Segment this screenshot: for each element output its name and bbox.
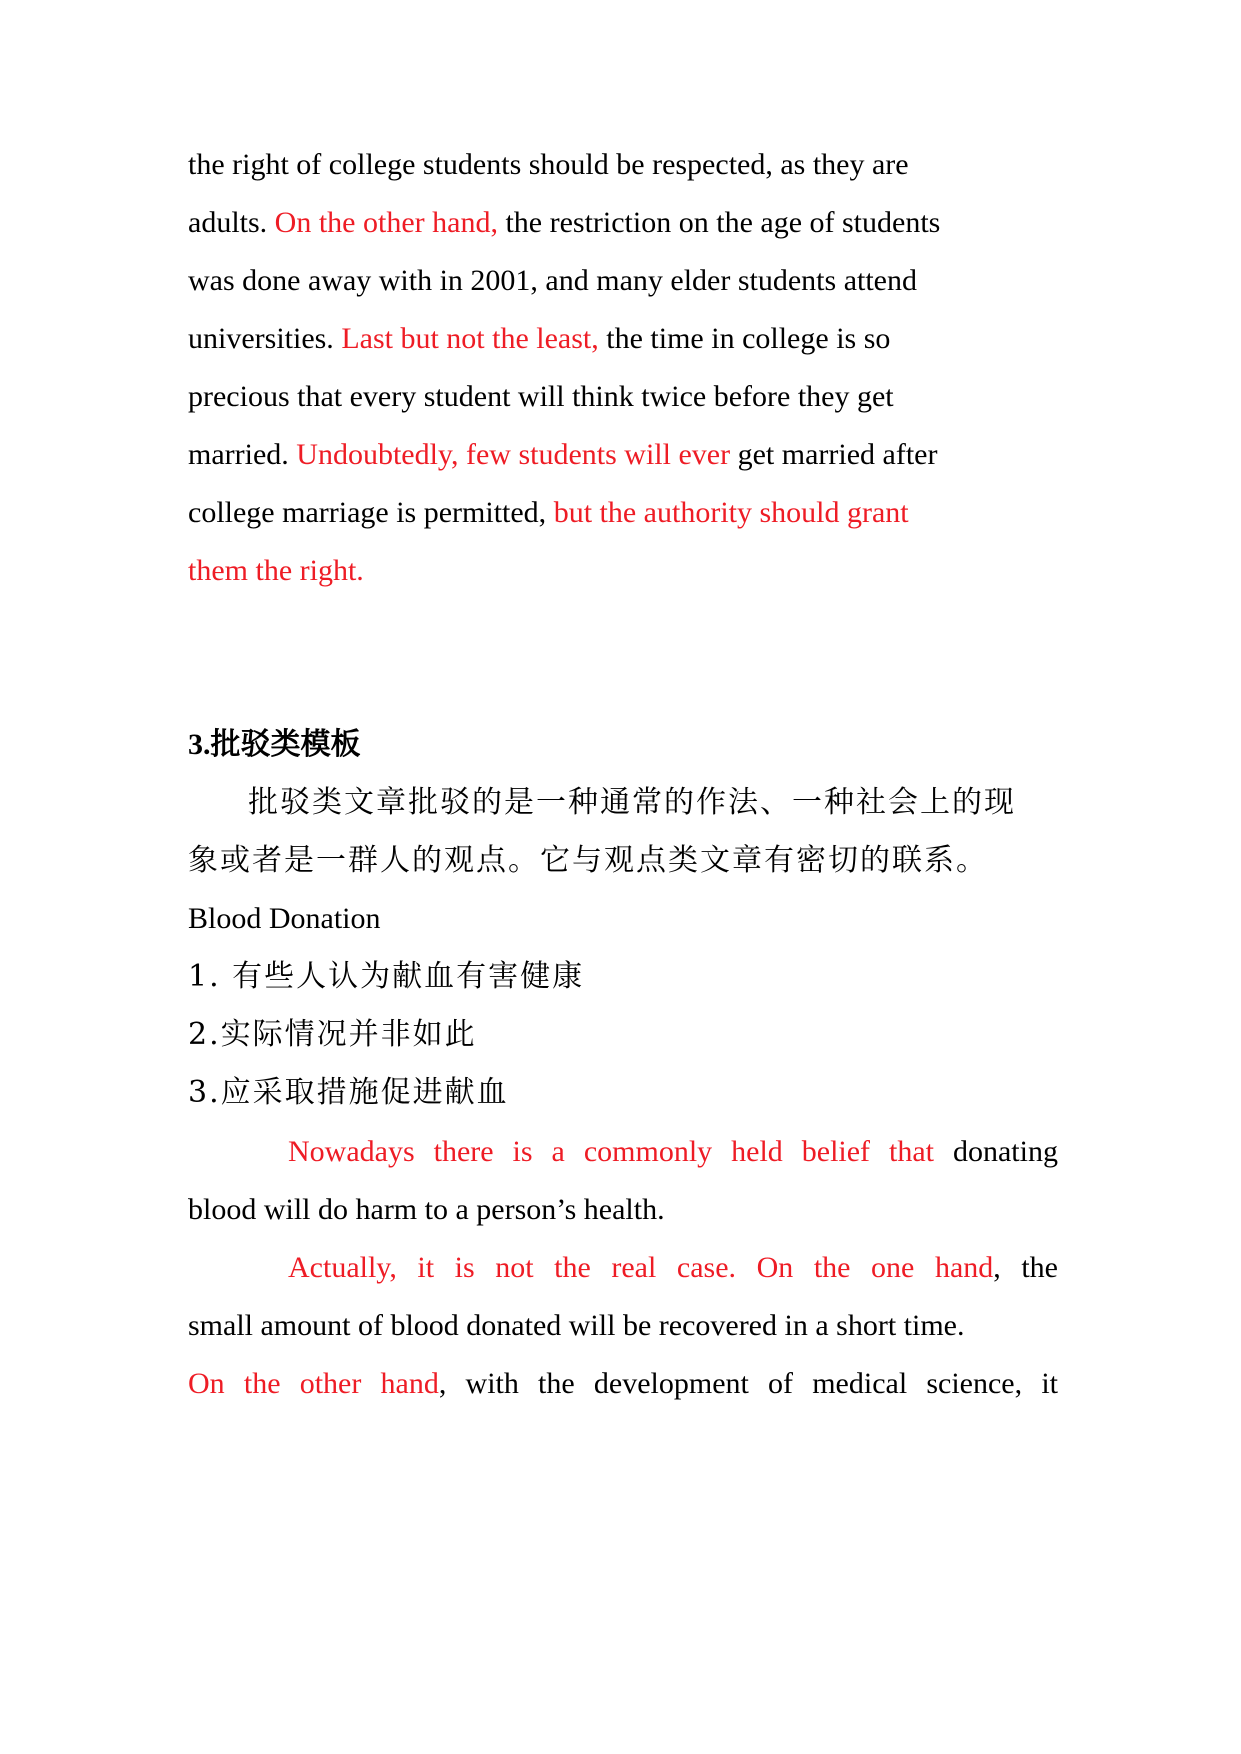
highlighted-phrase: Undoubtedly, few students will ever — [296, 438, 731, 471]
body-text: get married after — [730, 438, 938, 471]
body-text: was done away with in 2001, and many elder students attend — [188, 264, 917, 297]
paragraph-line — [188, 1306, 964, 1346]
paragraph-line — [188, 145, 909, 185]
body-text: , the — [993, 1251, 1058, 1284]
body-text: adults. — [188, 206, 275, 239]
body-text: universities. — [188, 322, 342, 355]
highlighted-phrase: On the other hand, — [274, 206, 498, 239]
paragraph-line — [188, 551, 364, 591]
body-text: married. — [188, 438, 297, 471]
outline-item: 3.应采取措施促进献血 — [188, 1075, 509, 1110]
intro-text: 批驳类文章批驳的是一种通常的作法、一种社会上的现 — [248, 785, 1016, 820]
highlighted-phrase: them the right. — [188, 554, 364, 587]
paragraph-line — [188, 493, 909, 533]
section-heading: 3.批驳类模板 — [188, 728, 361, 761]
highlighted-phrase: but the authority should grant — [553, 496, 909, 529]
outline-item: 2.实际情况并非如此 — [188, 1017, 477, 1052]
paragraph-line — [188, 319, 890, 359]
paragraph-line — [188, 203, 940, 243]
essay-title: Blood Donation — [188, 902, 381, 935]
body-text: blood will do harm to a person’s health. — [188, 1193, 665, 1226]
body-text: small amount of blood donated will be recovered in a short time. — [188, 1309, 965, 1342]
body-text: donating — [934, 1135, 1058, 1168]
paragraph-line — [188, 1248, 1058, 1288]
paragraph-line — [188, 1190, 665, 1230]
highlighted-phrase: Last but not the least, — [341, 322, 599, 355]
highlighted-phrase: Actually, it is not the real case. On the one hand — [288, 1251, 994, 1284]
body-text: the time in college is so — [598, 322, 891, 355]
paragraph-line — [188, 1364, 1058, 1404]
paragraph-line — [188, 1132, 1058, 1172]
body-text: the right of college students should be respected, as they are — [188, 148, 909, 181]
paragraph-line — [188, 377, 894, 417]
body-text: the restriction on the age of students — [497, 206, 941, 239]
outline-item: 1. 有些人认为献血有害健康 — [188, 959, 585, 994]
highlighted-phrase: Nowadays there is a commonly held belief that — [288, 1135, 935, 1168]
body-text: college marriage is permitted, — [188, 496, 554, 529]
highlighted-phrase: On the other hand — [188, 1367, 439, 1400]
body-text: precious that every student will think twice before they get — [188, 380, 894, 413]
body-text: , with the development of medical science, it — [438, 1367, 1058, 1400]
paragraph-line — [188, 261, 917, 301]
paragraph-line — [188, 435, 937, 475]
intro-text: 象或者是一群人的观点。它与观点类文章有密切的联系。 — [188, 843, 988, 878]
